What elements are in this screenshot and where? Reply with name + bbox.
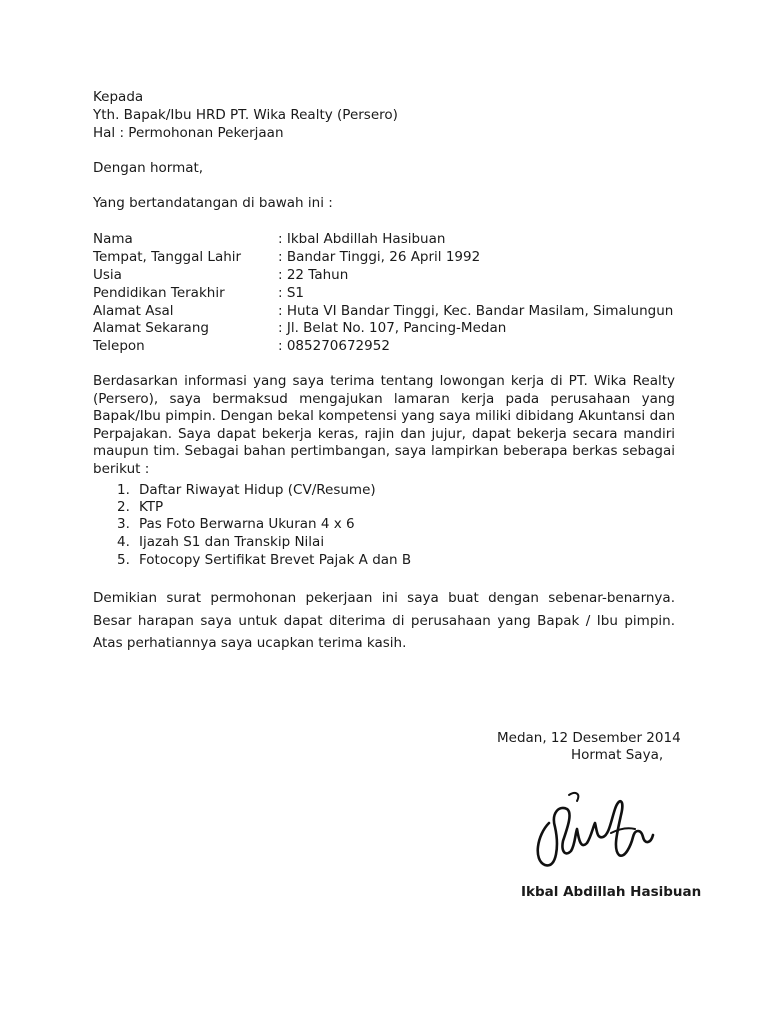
signature-area bbox=[515, 765, 702, 912]
field-label-ttl: Tempat, Tanggal Lahir bbox=[93, 249, 242, 265]
valediction: Hormat Saya, bbox=[571, 747, 664, 763]
signature-icon bbox=[515, 765, 673, 885]
intro-line: Yang bertandatangan di bawah ini : bbox=[93, 195, 333, 211]
field-value-nama: : Ikbal Abdillah Hasibuan bbox=[278, 231, 446, 247]
field-value-alamat-asal: : Huta VI Bandar Tinggi, Kec. Bandar Masilam, Simalungun bbox=[278, 303, 674, 319]
list-text: Daftar Riwayat Hidup (CV/Resume) bbox=[139, 482, 376, 498]
list-text: Ijazah S1 dan Transkip Nilai bbox=[139, 534, 325, 550]
closing-paragraph: Demikian surat permohonan pekerjaan ini saya buat dengan sebenar-benarnya. Besar harapan saya untuk dapat diterima di perusahaan yang Bapak / Ibu pimpin. Atas perhatiannya saya ucapkan terima kasih. bbox=[93, 590, 675, 651]
list-number: 3. bbox=[117, 516, 130, 532]
list-item bbox=[117, 481, 376, 499]
list-item bbox=[117, 551, 411, 569]
field-value-alamat-sekarang: : Jl. Belat No. 107, Pancing-Medan bbox=[278, 320, 507, 336]
list-item bbox=[117, 515, 355, 533]
field-value-telepon: : 085270672952 bbox=[278, 338, 390, 354]
field-label-usia: Usia bbox=[93, 267, 122, 283]
list-number: 1. bbox=[117, 482, 130, 498]
body-paragraph: Berdasarkan informasi yang saya terima tentang lowongan kerja di PT. Wika Realty (Persero), saya bermaksud mengajukan lamaran kerja pada perusahaan yang Bapak/Ibu pimpin. Dengan bekal kompetensi yang saya miliki dibidang Akuntansi dan Perpajakan. Saya dapat bekerja keras, rajin dan jujur, dapat bekerja secara mandiri maupun tim. Sebagai bahan pertimbangan, saya lampirkan beberapa berkas sebagai berikut : bbox=[93, 373, 675, 477]
subject-line: Hal : Permohonan Pekerjaan bbox=[93, 125, 284, 141]
field-value-pendidikan: : S1 bbox=[278, 285, 304, 301]
field-label-nama: Nama bbox=[93, 231, 133, 247]
field-label-alamat-sekarang: Alamat Sekarang bbox=[93, 320, 209, 336]
recipient-line: Yth. Bapak/Ibu HRD PT. Wika Realty (Persero) bbox=[93, 107, 398, 123]
list-text: KTP bbox=[139, 499, 164, 515]
list-item bbox=[117, 498, 163, 516]
field-value-usia: : 22 Tahun bbox=[278, 267, 349, 283]
field-label-alamat-asal: Alamat Asal bbox=[93, 303, 174, 319]
field-label-pendidikan: Pendidikan Terakhir bbox=[93, 285, 225, 301]
greeting: Dengan hormat, bbox=[93, 160, 204, 176]
list-text: Fotocopy Sertifikat Brevet Pajak A dan B bbox=[139, 552, 412, 568]
place-date: Medan, 12 Desember 2014 bbox=[497, 730, 681, 746]
list-item bbox=[117, 533, 324, 551]
signer-name: Ikbal Abdillah Hasibuan bbox=[521, 884, 702, 900]
list-text: Pas Foto Berwarna Ukuran 4 x 6 bbox=[139, 516, 355, 532]
list-number: 4. bbox=[117, 534, 130, 550]
field-label-telepon: Telepon bbox=[93, 338, 145, 354]
list-number: 5. bbox=[117, 552, 130, 568]
field-value-ttl: : Bandar Tinggi, 26 April 1992 bbox=[278, 249, 481, 265]
kepada-label: Kepada bbox=[93, 89, 144, 105]
list-number: 2. bbox=[117, 499, 130, 515]
